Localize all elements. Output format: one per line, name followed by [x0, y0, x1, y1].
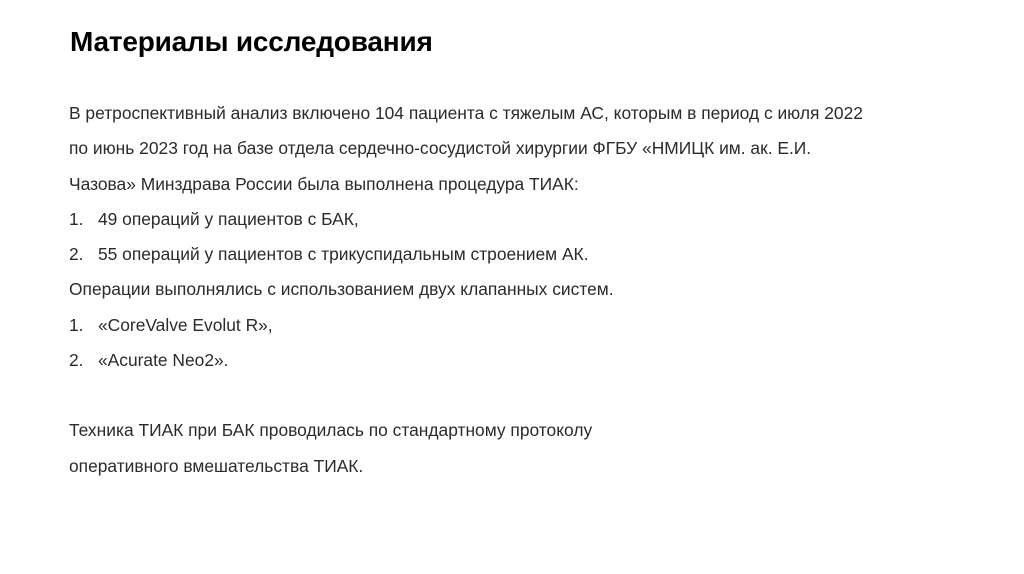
list-item-number: 1. [69, 208, 84, 229]
list-item-text: 55 операций у пациентов с трикуспидальным строением АК. [98, 244, 589, 265]
technique-line-1: Техника ТИАК при БАК проводилась по стандартному протоколу [69, 420, 593, 441]
intro-line-2: по июнь 2023 год на базе отдела сердечно-сосудистой хирургии ФГБУ «НМИЦК им. ак. Е.И. [69, 138, 812, 159]
valve-systems-list [69, 308, 969, 379]
list-item-text: «Acurate Neo2». [98, 350, 229, 371]
intro-line-3: Чазова» Минздрава России была выполнена процедура ТИАК: [69, 173, 579, 194]
list-item [69, 237, 969, 272]
blank-line [69, 378, 969, 413]
systems-line: Операции выполнялись с использованием двух клапанных систем. [69, 279, 614, 300]
list-item-number: 1. [69, 314, 84, 335]
intro-line-1: В ретроспективный анализ включено 104 пациента с тяжелым АС, которым в период с июля 2022 [69, 103, 863, 123]
list-item-text: 49 операций у пациентов с БАК, [98, 208, 359, 229]
slide-content [69, 96, 969, 484]
list-item [69, 343, 969, 378]
list-item-number: 2. [69, 350, 84, 371]
technique-line-2: оперативного вмешательства ТИАК. [69, 455, 364, 476]
slide-title: Материалы исследования [70, 26, 433, 57]
list-item-number: 2. [69, 244, 84, 265]
list-item [69, 202, 969, 237]
list-item [69, 308, 969, 343]
list-item-text: «CoreValve Evolut R», [98, 314, 273, 335]
operations-list [69, 202, 969, 273]
